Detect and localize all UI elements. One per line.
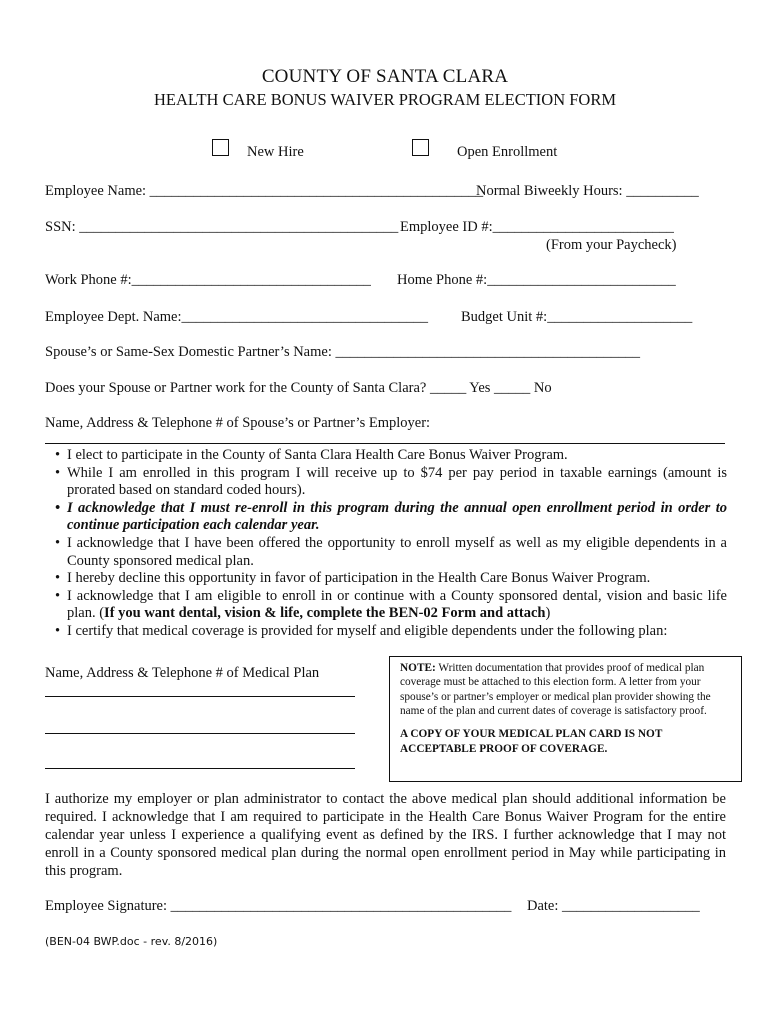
spouse-employer-label: Name, Address & Telephone # of Spouse’s or Partner’s Employer: xyxy=(45,415,431,431)
spouse-employer-line[interactable] xyxy=(45,443,725,444)
ben02-instruction: If you want dental, vision & life, complete the BEN-02 Form and attach xyxy=(104,605,546,622)
bullet-elect: • I elect to participate in the County of Santa Clara Health Care Bonus Waiver Program. xyxy=(55,447,568,463)
ssn-field[interactable]: SSN: ____________________________________________ xyxy=(45,219,399,235)
bullet-certify: • I certify that medical coverage is provided for myself and eligible dependents under the following plan: xyxy=(55,622,668,639)
bullet-icon: • xyxy=(55,534,61,551)
note-box xyxy=(389,656,742,782)
bullet-icon: • xyxy=(55,499,61,516)
spouse-works-county-question[interactable]: Does your Spouse or Partner work for the County of Santa Clara? _____ Yes _____ No xyxy=(45,380,552,396)
form-subtitle: HEALTH CARE BONUS WAIVER PROGRAM ELECTION FORM xyxy=(153,90,617,109)
bullet-icon: • xyxy=(55,570,61,587)
medical-plan-line-2[interactable] xyxy=(45,733,355,734)
spouse-name-field[interactable]: Spouse’s or Same-Sex Domestic Partner’s Name: __________________________________________ xyxy=(45,344,640,360)
work-phone-field[interactable]: Work Phone #:_________________________________ xyxy=(45,272,371,288)
dept-name-field[interactable]: Employee Dept. Name:__________________________________ xyxy=(45,309,428,325)
medical-plan-label: Name, Address & Telephone # of Medical Plan xyxy=(45,665,320,681)
home-phone-field[interactable]: Home Phone #:__________________________ xyxy=(397,272,676,288)
medical-plan-line-1[interactable] xyxy=(45,696,355,697)
note-warning: A COPY OF YOUR MEDICAL PLAN CARD IS NOT ACCEPTABLE PROOF OF COVERAGE. xyxy=(400,727,663,755)
acknowledgement-list xyxy=(45,447,727,641)
bullet-icon: • xyxy=(55,464,61,481)
note-text xyxy=(400,661,731,719)
note-heading: NOTE: xyxy=(400,662,436,674)
employee-id-field[interactable]: Employee ID #:_________________________ xyxy=(400,219,674,235)
bullet-offered: • I acknowledge that I have been offered the opportunity to enroll myself as well as my eligible dependents in a County sponsored medical plan. xyxy=(55,534,727,569)
authorization-paragraph: I authorize my employer or plan administrator to contact the above medical plan should additional information be required. I acknowledge that I am required to participate in the Health Care Bonus Waiver Program for the entire calendar year unless I experience a qualifying event as defined by the IRS. I further acknowledge that I may not enroll in a County sponsored medical plan during the normal open enrollment period in May while participating in this program. xyxy=(45,791,726,879)
bullet-dental: • I acknowledge that I am eligible to enroll in or continue with a County sponsored dental, vision and basic life plan. (If you want dental, vision & life, complete the BEN-02 Form and attach) xyxy=(55,587,727,622)
form-revision-footer: (BEN-04 BWP.doc - rev. 8/2016) xyxy=(45,935,218,948)
bullet-earnings: • While I am enrolled in this program I will receive up to $74 per pay period in taxable earnings (amount is prorated based on standard coded hours). xyxy=(55,464,727,499)
new-hire-checkbox[interactable] xyxy=(212,139,229,156)
new-hire-label: New Hire xyxy=(247,144,304,160)
open-enrollment-checkbox[interactable] xyxy=(412,139,429,156)
employee-name-field[interactable]: Employee Name: ______________________________________________ xyxy=(45,183,484,199)
bullet-reenroll: • I acknowledge that I must re-enroll in this program during the annual open enrollment period in order to continue participation each calendar year. xyxy=(55,499,727,534)
open-enrollment-label: Open Enrollment xyxy=(457,144,558,160)
bullet-icon: • xyxy=(55,587,61,604)
budget-unit-field[interactable]: Budget Unit #:____________________ xyxy=(461,309,693,325)
normal-hours-field[interactable]: Normal Biweekly Hours: __________ xyxy=(476,183,699,199)
bullet-icon: • xyxy=(55,622,61,639)
paycheck-note: (From your Paycheck) xyxy=(546,237,677,253)
bullet-icon: • xyxy=(55,447,61,463)
medical-plan-line-3[interactable] xyxy=(45,768,355,769)
note-body: Written documentation that provides proof of medical plan coverage must be attached to this election form. A letter from your spouse’s or partner’s employer or medical plan provider showing the name of the plan and current dates of coverage is satisfactory proof. xyxy=(400,662,711,718)
bullet-decline: • I hereby decline this opportunity in favor of participation in the Health Care Bonus Waiver Program. xyxy=(55,570,651,587)
date-field[interactable]: Date: ___________________ xyxy=(527,898,700,914)
form-title: COUNTY OF SANTA CLARA xyxy=(261,66,509,87)
employee-signature-field[interactable]: Employee Signature: _______________________________________________ xyxy=(45,898,512,914)
